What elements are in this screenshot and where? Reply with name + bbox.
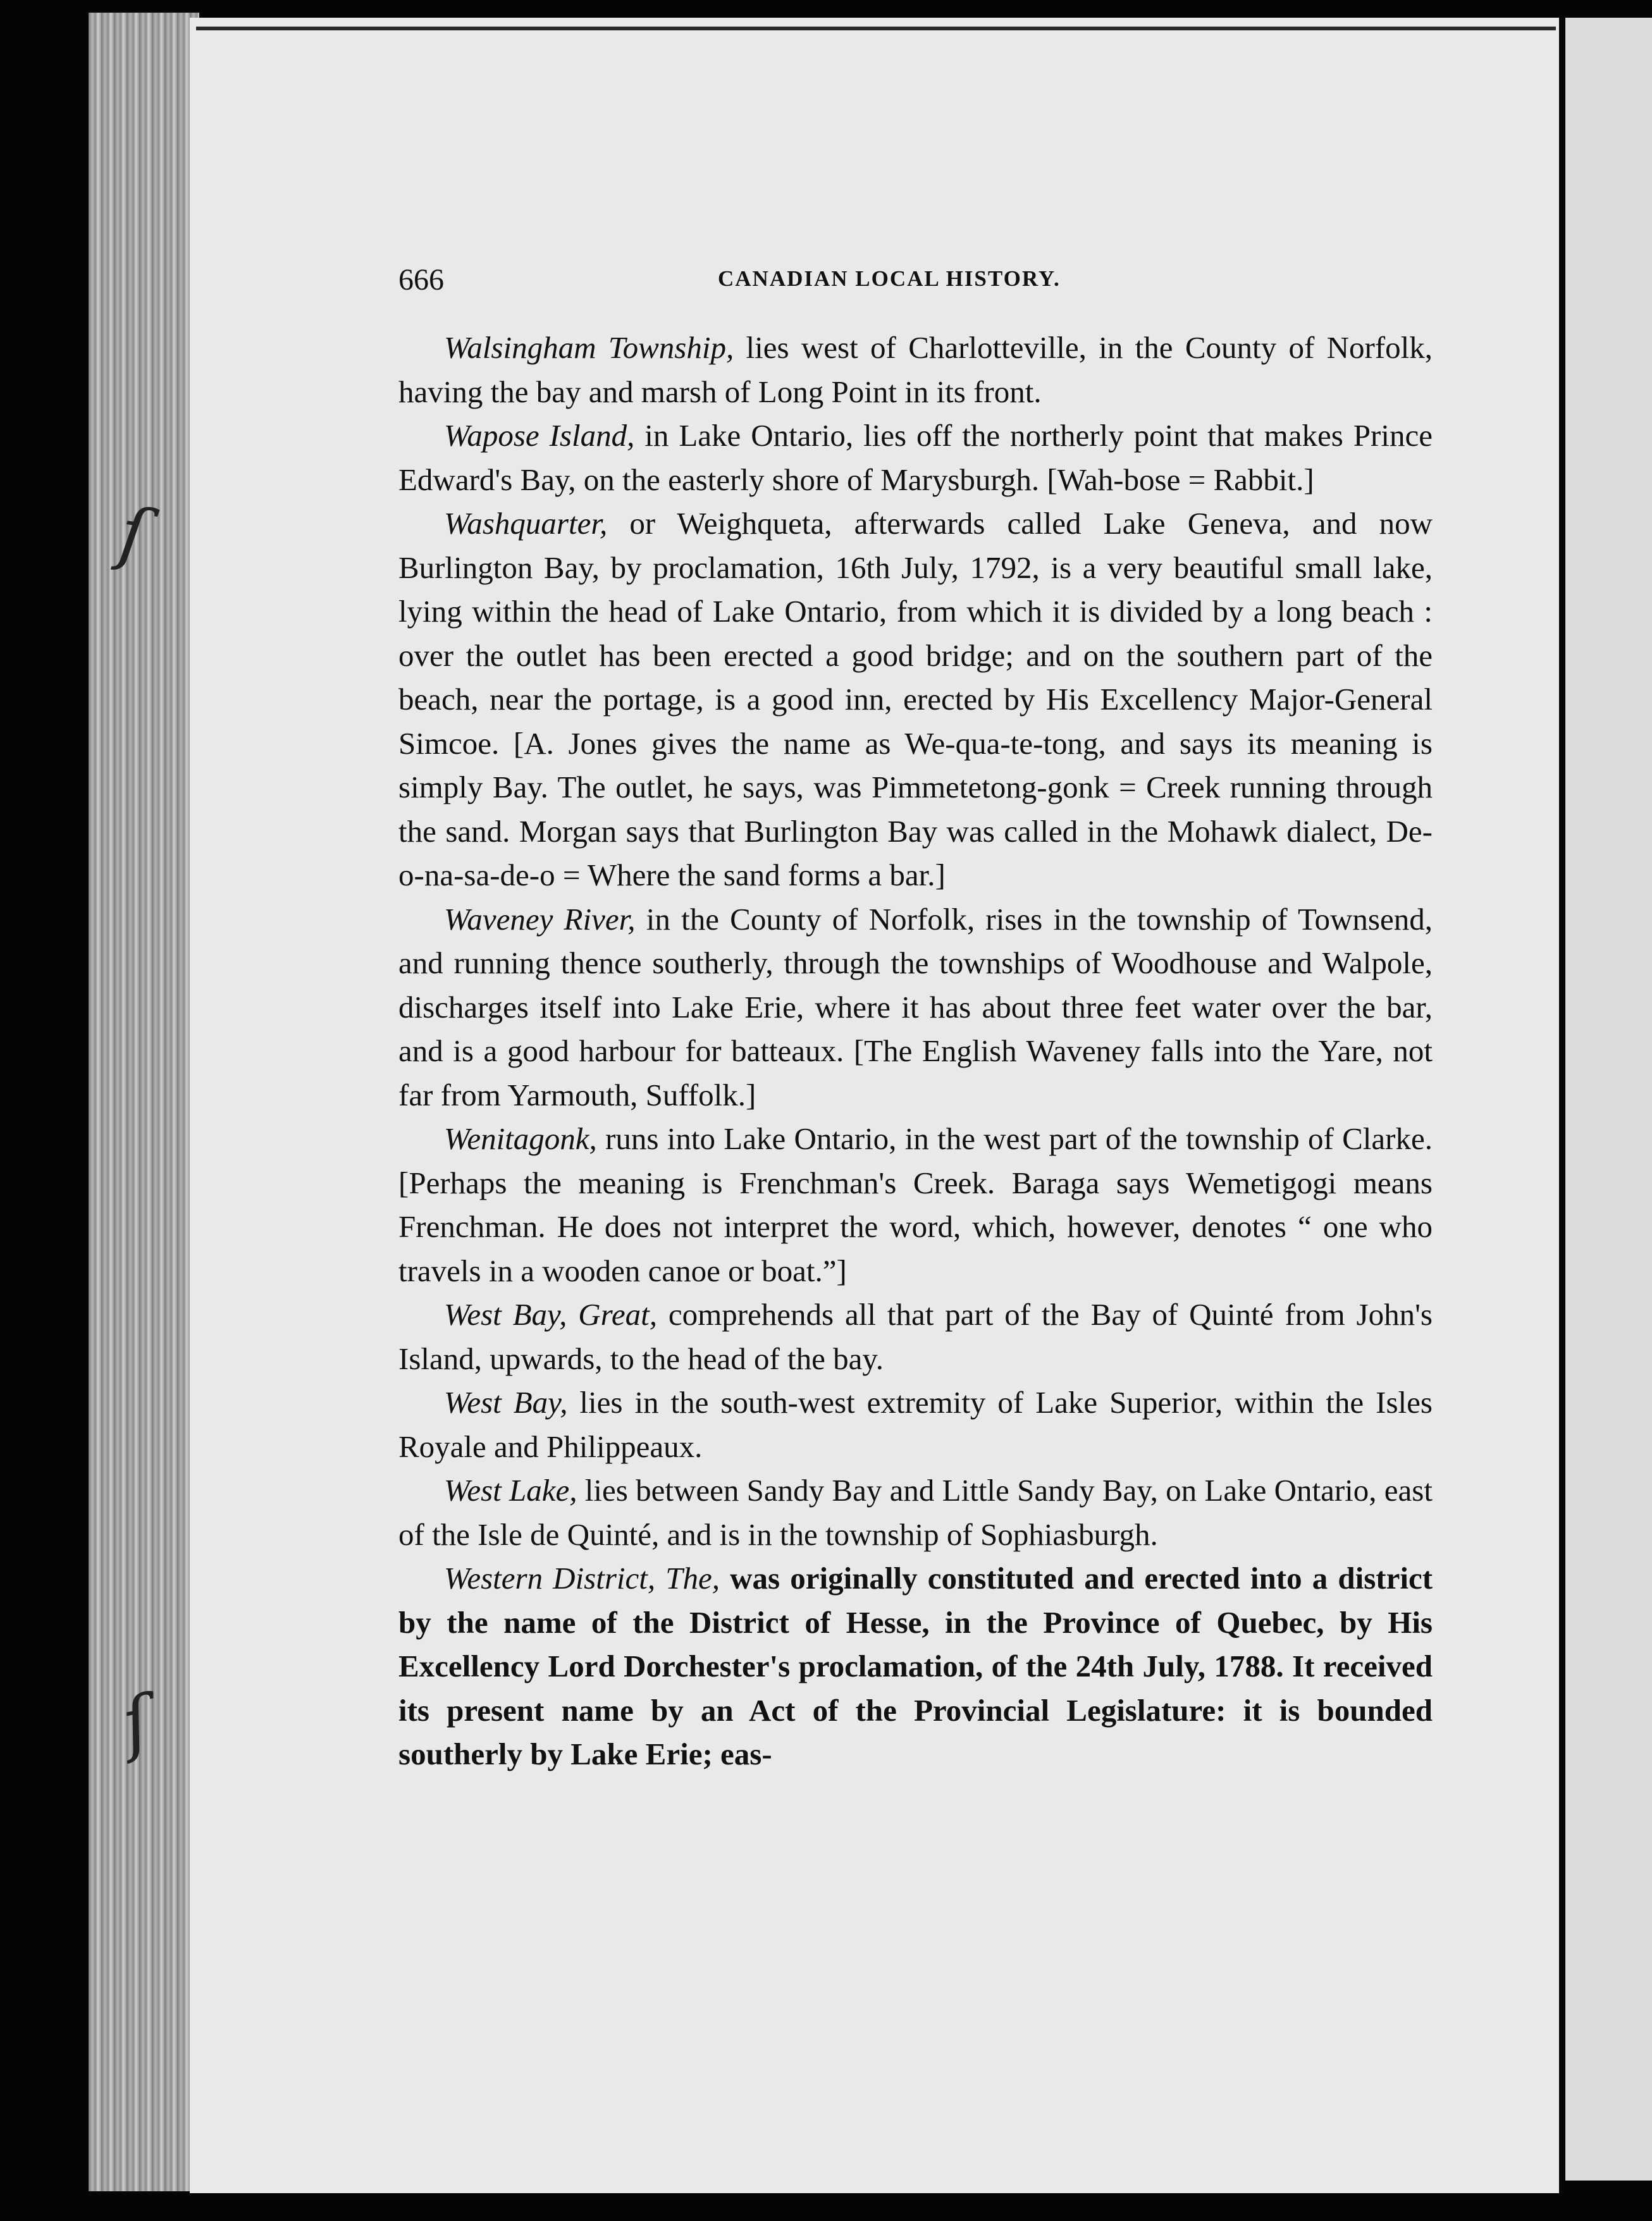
entry-term: West Bay, [444,1385,568,1420]
page-top-edge [196,27,1556,30]
entry-text: in Lake Ontario, lies off the northerly point that makes Prince Edward's Bay, on the easterly shore of Marysburgh. [Wah-bose = Rabbit.] [398,418,1433,497]
entry-washquarter [398,501,1433,897]
entry-term: Wapose Island, [444,418,635,453]
entry-term: Waveney River, [444,901,636,937]
entry-text: runs into Lake Ontario, in the west part of the township of Clarke. [Perhaps the meaning is Frenchman's Creek. Baraga says Wemetigogi means Frenchman. He does not interpret the word, which, however, denotes “ one who travels in a wooden canoe or boat.”] [398,1121,1433,1288]
entry-text: lies between Sandy Bay and Little Sandy Bay, on Lake Ontario, east of the Isle de Quinté, and is in the township of Sophiasburgh. [398,1473,1433,1552]
entry-west-bay-great [398,1293,1433,1381]
margin-mark-left-upper: ſ [114,491,152,576]
entry-text: or Weighqueta, afterwards called Lake Geneva, and now Burlington Bay, by proclamation, 16th July, 1792, is a very beautiful small lake, lying within the head of Lake Ontario, from which it is divided by a long beach : over the outlet has been erected a good bridge; and on the southern part of the beach, near the portage, is a good inn, erected by His Excellency Major-General Simcoe. [A. Jones gives the name as We-qua-te-tong, and says its meaning is simply Bay. The outlet, he says, was Pimmetetong-gonk = Creek running through the sand. Morgan says that Burlington Bay was called in the Mohawk dialect, De-o-na-sa-de-o = Where the sand forms a bar.] [398,506,1433,892]
entry-term: Walsingham Township, [444,330,734,365]
page-edge-stack [89,13,199,2191]
entry-term: West Lake, [444,1473,577,1508]
entry-text: lies west of Charlotteville, in the County of Norfolk, having the bay and marsh of Long Point in its front. [398,330,1433,409]
entry-wenitagonk [398,1117,1433,1293]
page-header [398,262,1433,307]
entry-west-lake [398,1468,1433,1556]
page-body [398,326,1433,1776]
entry-text: in the County of Norfolk, rises in the township of Townsend, and running thence southerly, through the townships of Woodhouse and Walpole, discharges itself into Lake Erie, where it has about three feet water over the bar, and is a good harbour for batteaux. [The English Waveney falls into the Yare, not far from Yarmouth, Suffolk.] [398,901,1433,1112]
entry-waveney-river [398,897,1433,1117]
next-page-edge [1565,18,1652,2181]
entry-western-district [398,1556,1433,1776]
entry-term: Wenitagonk, [444,1121,597,1156]
entry-wapose-island [398,414,1433,501]
margin-mark-left-lower: ſ [115,1680,157,1765]
entry-term: Western District, The, [444,1561,720,1596]
page-number: 666 [398,263,444,297]
entry-term: West Bay, Great, [444,1297,657,1332]
running-title: CANADIAN LOCAL HISTORY. [718,266,1061,291]
entry-term: Washquarter, [444,506,608,541]
entry-text: was originally constituted and erected into a district by the name of the District of Hesse, in the Province of Quebec, by His Excellency Lord Dorchester's proclamation, of the 24th July, 1788. It received its present name by an Act of the Provincial Legislature: it is bounded southerly by Lake Erie; eas- [398,1561,1433,1771]
entry-text: lies in the south-west extremity of Lake Superior, within the Isles Royale and Philippeaux. [398,1385,1433,1464]
entry-text: comprehends all that part of the Bay of Quinté from John's Island, upwards, to the head of the bay. [398,1297,1433,1376]
entry-west-bay [398,1381,1433,1468]
entry-walsingham-township [398,326,1433,414]
